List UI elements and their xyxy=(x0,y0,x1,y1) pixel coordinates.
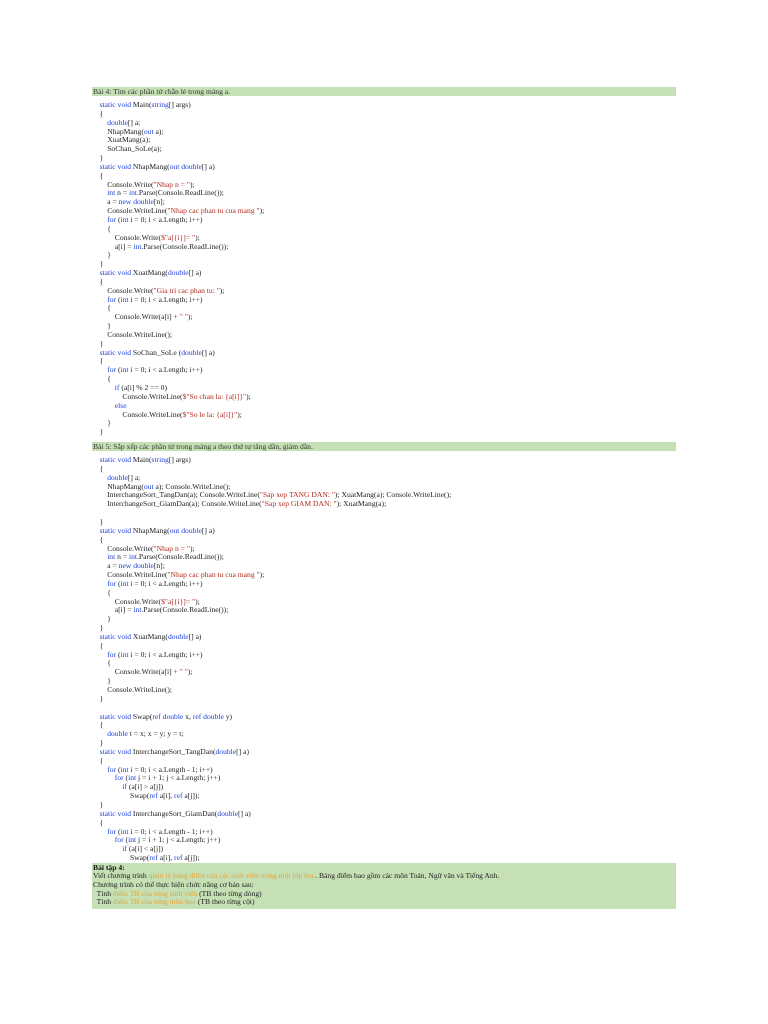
code-token: SoChan_SoLe(a); xyxy=(92,144,162,154)
code-line xyxy=(92,119,676,128)
code-token: Console.WriteLine( xyxy=(92,570,168,580)
code-token: XuatMang( xyxy=(132,631,168,641)
code-line xyxy=(92,500,676,509)
code-token: double xyxy=(217,808,238,818)
code-token: [] a; xyxy=(127,117,141,127)
code-line xyxy=(92,792,676,801)
code-token: i = 0; i < a.Length; i++) xyxy=(128,214,203,224)
code-line xyxy=(92,606,676,615)
code-token: NhapMang( xyxy=(92,481,144,491)
code-token: Console.Write( xyxy=(92,285,154,295)
code-token: int xyxy=(107,188,116,198)
code-token: ref double xyxy=(152,711,184,721)
code-token xyxy=(92,268,100,277)
code-token: for xyxy=(107,826,117,836)
code-token xyxy=(92,118,107,127)
code-token xyxy=(92,632,100,641)
code-token: static void xyxy=(99,525,133,535)
code-token: } xyxy=(92,623,104,633)
code-token: int xyxy=(120,826,129,836)
code-token: a[j]); xyxy=(182,791,200,801)
code-token: for xyxy=(107,649,117,659)
code-token: int xyxy=(107,552,116,562)
code-line xyxy=(92,136,676,145)
code-token xyxy=(92,782,122,791)
code-token: Swap( xyxy=(92,791,150,801)
code-token: int xyxy=(120,764,129,774)
code-token xyxy=(92,526,100,535)
code-line xyxy=(92,695,676,704)
code-line xyxy=(92,189,676,198)
exercise-4-heading: Bài 4: Tìm các phần tử chẵn lẻ trong mảng a. xyxy=(92,87,676,96)
code-token: int xyxy=(120,578,129,588)
code-token: } xyxy=(92,427,104,437)
code-token: } xyxy=(92,693,104,703)
code-line xyxy=(92,854,676,863)
exercise-box-line-1: Viết chương trình quản lý bảng điểm của các sinh viên trong một lớp học. Bảng điểm bao gồm các môn Toán, Ngữ văn và Tiếng Anh. xyxy=(93,871,500,881)
code-line xyxy=(92,686,676,695)
code-token: int xyxy=(129,552,138,562)
code-line xyxy=(92,810,676,819)
code-token: Console.Write( xyxy=(92,232,162,242)
code-token: [] a) xyxy=(237,808,251,818)
code-token: i = 0; i < a.Length; i++) xyxy=(128,365,203,375)
code-token: ); xyxy=(219,285,225,295)
code-line xyxy=(92,456,676,465)
code-token xyxy=(92,650,107,659)
code-token: out xyxy=(143,126,154,136)
code-token xyxy=(92,765,107,774)
code-token: static void xyxy=(99,746,133,756)
code-token: a[i], xyxy=(157,791,175,801)
code-line xyxy=(92,419,676,428)
code-token: Swap( xyxy=(92,853,150,863)
code-token: { xyxy=(92,356,104,366)
code-token xyxy=(92,215,107,224)
code-token: if xyxy=(122,844,128,854)
code-line xyxy=(92,748,676,757)
code-token: t = x; x = y; y = t; xyxy=(127,729,184,739)
code-token: ); xyxy=(187,667,193,677)
code-token: NhapMang( xyxy=(92,126,144,136)
code-token: i = 0; i < a.Length - 1; i++) xyxy=(128,764,213,774)
code-token: int xyxy=(120,649,129,659)
code-token: " " xyxy=(179,312,188,322)
code-token: Console.WriteLine(); xyxy=(92,685,173,694)
code-line xyxy=(92,269,676,278)
code-token: string xyxy=(151,455,169,465)
code-token: [] a) xyxy=(201,161,215,171)
code-token: ref xyxy=(174,791,183,801)
code-line xyxy=(92,331,676,340)
code-token xyxy=(92,579,107,588)
code-token: j = i + 1; j < a.Length; j++) xyxy=(136,835,221,845)
code-line xyxy=(92,836,676,845)
code-line xyxy=(92,145,676,154)
code-line xyxy=(92,428,676,437)
code-token: } xyxy=(92,250,111,260)
code-token: .Parse(Console.ReadLine()); xyxy=(141,605,229,615)
code-line xyxy=(92,465,676,474)
code-token: [] a) xyxy=(201,347,215,357)
code-token: a); Console.WriteLine(); xyxy=(153,481,231,491)
code-token: else xyxy=(114,400,127,410)
code-token: ); xyxy=(195,596,200,606)
code-token xyxy=(92,383,115,392)
code-token: x, xyxy=(183,711,193,721)
code-token: [] a) xyxy=(188,631,202,641)
code-token: { xyxy=(92,720,104,730)
code-token: int xyxy=(128,773,137,783)
code-token: static void xyxy=(99,808,133,818)
code-token: } xyxy=(92,676,111,686)
code-token: for xyxy=(107,365,117,375)
code-token: ( xyxy=(116,214,121,224)
code-token xyxy=(92,473,107,482)
code-token: .Parse(Console.ReadLine()); xyxy=(137,188,224,198)
code-token: } xyxy=(92,259,104,269)
code-token: [] args) xyxy=(168,100,191,109)
code-token: { xyxy=(92,463,104,473)
code-token: a = xyxy=(92,561,119,571)
code-token: static void xyxy=(99,711,133,721)
code-line xyxy=(92,375,676,384)
code-token: out double xyxy=(169,161,202,171)
code-token xyxy=(92,100,100,109)
exercise-box-line-4: Tính điểm TB của từng môn học (TB theo từng cột) xyxy=(93,897,255,907)
exercise-4-code xyxy=(92,101,676,437)
code-token: { xyxy=(92,108,104,118)
code-token: } xyxy=(92,153,104,163)
code-token: i = 0; i < a.Length; i++) xyxy=(128,294,203,304)
code-token: } xyxy=(92,799,104,809)
exercise-5-code xyxy=(92,456,676,863)
code-token: { xyxy=(92,223,111,233)
code-token: { xyxy=(92,534,104,544)
code-token: for xyxy=(107,578,117,588)
code-token: if xyxy=(114,383,120,392)
code-token: j = i + 1; j < a.Length; j++) xyxy=(136,773,221,783)
code-token: y) xyxy=(223,711,233,721)
code-token: Swap( xyxy=(132,711,153,721)
code-token: ( xyxy=(116,578,121,588)
code-token: { xyxy=(92,755,104,765)
document-page xyxy=(92,87,676,909)
code-token: } xyxy=(92,418,111,428)
exercise-5-heading: Bài 5: Sắp xếp các phần tử trong mảng a theo thứ tự tăng dần, giảm dần. xyxy=(92,442,676,451)
code-token: a); xyxy=(153,126,164,136)
code-token: ); xyxy=(195,232,200,242)
code-token: .Parse(Console.ReadLine()); xyxy=(137,552,224,562)
code-token: int xyxy=(133,605,142,615)
code-token: ( xyxy=(116,294,121,304)
code-token xyxy=(92,712,100,721)
code-token: { xyxy=(92,303,111,313)
code-token: Console.WriteLine( xyxy=(92,409,183,419)
code-token: ref xyxy=(149,853,158,863)
code-token: out double xyxy=(169,525,202,535)
code-token: Console.Write(a[i] + xyxy=(92,312,180,322)
code-line xyxy=(92,615,676,624)
code-token: int xyxy=(133,241,142,251)
code-token: double xyxy=(107,729,128,739)
code-token xyxy=(92,729,107,738)
code-token xyxy=(92,809,100,818)
code-line xyxy=(92,296,676,305)
code-token: double xyxy=(181,347,202,357)
code-token: double xyxy=(215,746,237,756)
code-line xyxy=(92,101,676,110)
code-token: new double xyxy=(118,197,154,207)
code-token: ref xyxy=(149,791,158,801)
code-token: ); xyxy=(259,206,265,216)
code-token: XuatMang( xyxy=(132,268,168,278)
code-token: "Nhap n = " xyxy=(153,179,190,189)
code-line xyxy=(92,713,676,722)
code-token xyxy=(92,348,100,357)
code-line xyxy=(92,216,676,225)
code-token: NhapMang( xyxy=(132,161,170,171)
code-token: [] a; xyxy=(127,472,141,482)
code-token: int xyxy=(129,188,138,198)
code-token: Main( xyxy=(132,100,152,109)
code-token: Console.Write(a[i] + xyxy=(92,667,180,677)
code-token: ); XuatMang(a); xyxy=(336,499,387,509)
code-token: ); xyxy=(259,570,265,580)
code-token: } xyxy=(92,516,104,526)
code-token: static void xyxy=(99,347,133,357)
code-token: static void xyxy=(99,631,133,641)
code-token: ( xyxy=(116,764,121,774)
code-token: "Sap xep TANG DAN: " xyxy=(259,490,335,500)
code-token: " " xyxy=(179,667,188,677)
code-token: out xyxy=(143,481,154,491)
code-token: ( xyxy=(116,826,121,836)
code-token: static void xyxy=(99,161,133,171)
code-token: "Sap xep GIAM DAN: " xyxy=(261,499,337,509)
code-token xyxy=(92,365,107,374)
code-token xyxy=(92,401,115,410)
code-token xyxy=(92,552,107,561)
code-token: ( xyxy=(116,365,121,375)
code-token xyxy=(92,844,122,853)
code-line xyxy=(92,553,676,562)
code-token: Console.WriteLine( xyxy=(92,391,183,401)
code-token: InterchangeSort_TangDan(a); Console.WriteLine( xyxy=(92,490,260,500)
code-token: Console.Write( xyxy=(92,179,154,189)
code-token: a[i] = xyxy=(92,605,134,615)
code-token: Console.WriteLine( xyxy=(92,206,168,216)
code-line xyxy=(92,509,676,518)
code-token: { xyxy=(92,276,104,286)
code-token: "Nhap cac phan tu cua mang " xyxy=(167,570,260,580)
exercise-box-line-2: Chương trình có thể thực hiện chức năng cơ bản sau: xyxy=(93,880,254,890)
code-token: (a[i] < a[j]) xyxy=(127,844,164,854)
code-token: a[i], xyxy=(157,853,175,863)
code-token: static void xyxy=(99,455,133,465)
code-token xyxy=(92,827,107,836)
code-line xyxy=(92,677,676,686)
code-token: int xyxy=(120,294,129,304)
code-token: double xyxy=(107,472,128,482)
code-token: ( xyxy=(123,835,129,845)
code-token xyxy=(92,835,115,844)
code-token xyxy=(92,747,100,756)
code-token: } xyxy=(92,738,104,748)
code-token: ref xyxy=(174,853,183,863)
code-token: ref double xyxy=(192,711,224,721)
code-line xyxy=(92,730,676,739)
code-token: [n]; xyxy=(153,197,165,207)
code-token xyxy=(92,162,100,171)
code-token: ); xyxy=(187,312,193,322)
code-line xyxy=(92,110,676,119)
code-token xyxy=(92,295,107,304)
code-token: } xyxy=(92,338,104,348)
code-token: (a[i] > a[j]) xyxy=(127,782,164,792)
code-token: n = xyxy=(115,188,129,198)
code-line xyxy=(92,393,676,402)
code-token: XuatMang(a); xyxy=(92,135,151,145)
code-token: a = xyxy=(92,197,119,207)
code-token: Console.Write( xyxy=(92,543,154,553)
code-token: for xyxy=(114,773,124,783)
code-token: InterchangeSort_GiamDan(a); Console.WriteLine( xyxy=(92,499,262,509)
code-token: Console.Write( xyxy=(92,596,162,606)
code-line xyxy=(92,128,676,137)
code-token: static void xyxy=(99,100,133,109)
code-line xyxy=(92,774,676,783)
code-token: i = 0; i < a.Length - 1; i++) xyxy=(128,826,213,836)
code-token: [] args) xyxy=(168,455,191,465)
code-token: for xyxy=(107,764,117,774)
code-token: (a[i] % 2 == 0) xyxy=(119,383,167,392)
code-line xyxy=(92,349,676,358)
code-token: new double xyxy=(118,561,154,571)
code-token xyxy=(92,455,100,464)
code-token: ( xyxy=(123,773,129,783)
code-token: ); xyxy=(189,543,195,553)
code-token: static void xyxy=(99,268,133,278)
code-token xyxy=(92,188,107,197)
code-token: "Nhap cac phan tu cua mang " xyxy=(167,206,260,216)
code-token: [n]; xyxy=(153,561,165,571)
code-line xyxy=(92,651,676,660)
code-token: ); xyxy=(246,391,251,401)
code-token: for xyxy=(114,835,124,845)
code-token: ); xyxy=(237,409,242,419)
code-token: { xyxy=(92,170,104,180)
code-line xyxy=(92,366,676,375)
code-token: double xyxy=(167,631,189,641)
code-token: $"a[{i}]= " xyxy=(161,596,196,606)
exercise-box-title: Bài tập 4: xyxy=(93,862,125,872)
code-token: $"So chan la: {a[i]}" xyxy=(182,391,247,401)
code-token: { xyxy=(92,640,104,650)
code-line xyxy=(92,527,676,536)
code-token: $"So le la: {a[i]}" xyxy=(182,409,238,419)
code-token xyxy=(92,773,115,782)
code-token: ( xyxy=(116,649,121,659)
code-token: [] a) xyxy=(188,268,202,278)
code-token: string xyxy=(151,100,169,109)
exercise-box-line-3: Tính điểm TB của từng sinh viên (TB theo từng dòng) xyxy=(93,888,262,898)
code-token: [] a) xyxy=(236,746,249,756)
code-token: [] a) xyxy=(201,525,215,535)
code-token: .Parse(Console.ReadLine()); xyxy=(141,241,229,251)
code-token: "Nhap n = " xyxy=(153,543,190,553)
code-token: { xyxy=(92,817,104,827)
code-token: { xyxy=(92,587,111,597)
code-token: ); XuatMang(a); Console.WriteLine(); xyxy=(334,490,452,500)
code-token: SoChan_SoLe ( xyxy=(132,347,182,357)
code-token: "Gia tri cac phan tu: " xyxy=(153,285,220,295)
code-line xyxy=(92,251,676,260)
code-token: { xyxy=(92,374,111,384)
code-token: InterchangeSort_TangDan( xyxy=(132,746,216,756)
code-token: i = 0; i < a.Length; i++) xyxy=(128,649,203,659)
code-token: a[j]); xyxy=(182,853,200,863)
code-token: double xyxy=(107,117,128,127)
code-token: double xyxy=(167,268,189,278)
code-token: InterchangeSort_GiamDan( xyxy=(132,808,218,818)
code-line xyxy=(92,313,676,322)
code-token: for xyxy=(107,294,117,304)
code-token: ); xyxy=(189,179,195,189)
code-token: { xyxy=(92,658,111,668)
code-token: n = xyxy=(115,552,129,562)
code-line xyxy=(92,163,676,172)
code-line xyxy=(92,411,676,420)
code-token: NhapMang( xyxy=(132,525,170,535)
code-line xyxy=(92,322,676,331)
code-token: Console.WriteLine(); xyxy=(92,329,173,339)
code-line xyxy=(92,243,676,252)
code-token: i = 0; i < a.Length; i++) xyxy=(128,578,203,588)
code-token: for xyxy=(107,214,117,224)
code-line xyxy=(92,668,676,677)
code-token: Main( xyxy=(132,455,152,465)
code-token: int xyxy=(128,835,137,845)
code-token: if xyxy=(122,782,128,792)
code-token: } xyxy=(92,321,111,331)
code-token: a[i] = xyxy=(92,241,134,251)
code-token: int xyxy=(120,214,129,224)
code-token: $"a[{i}]= " xyxy=(161,232,196,242)
code-line xyxy=(92,580,676,589)
code-line xyxy=(92,633,676,642)
exercise-box xyxy=(92,863,676,909)
code-token: } xyxy=(92,614,111,624)
code-token: int xyxy=(120,365,129,375)
